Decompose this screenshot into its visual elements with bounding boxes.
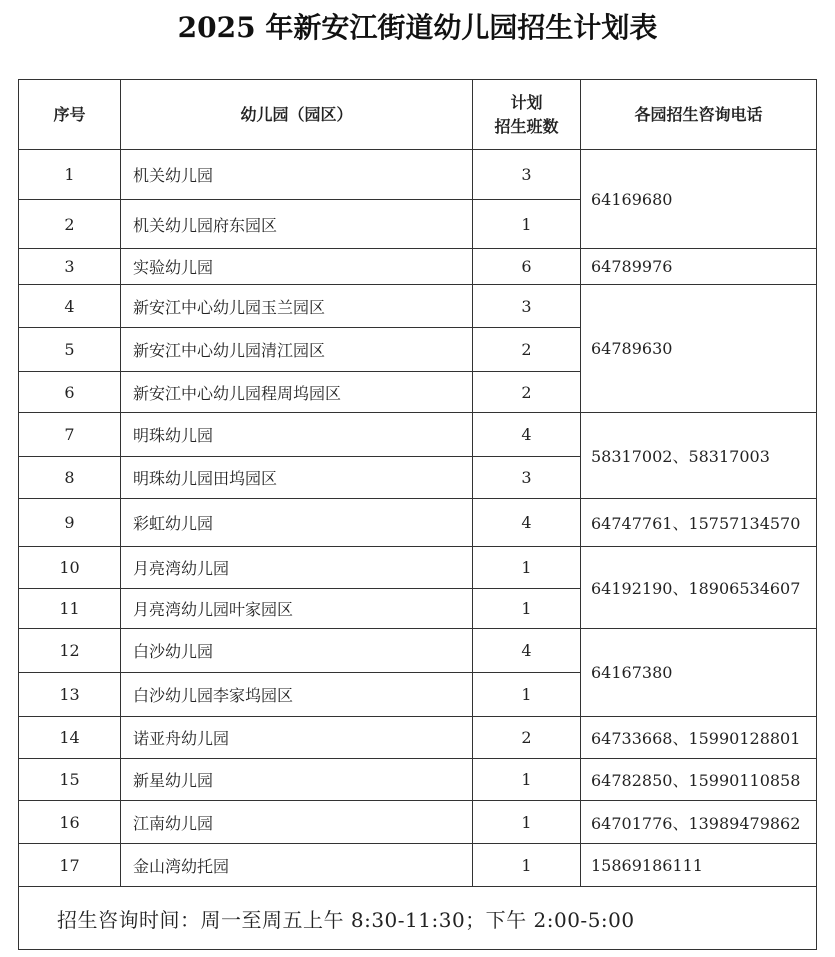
row-index: 3 [19,249,121,285]
row-phone: 64733668、15990128801 [581,717,817,759]
row-kindergarten: 月亮湾幼儿园叶家园区 [121,589,473,629]
row-index: 11 [19,589,121,629]
row-kindergarten: 月亮湾幼儿园 [121,547,473,589]
row-index: 6 [19,372,121,413]
header-phone: 各园招生咨询电话 [581,80,817,150]
row-kindergarten: 白沙幼儿园 [121,629,473,673]
row-kindergarten: 实验幼儿园 [121,249,473,285]
row-classes: 1 [473,801,581,844]
row-phone: 58317002、58317003 [581,413,817,499]
row-classes: 1 [473,200,581,249]
row-classes: 3 [473,285,581,328]
table-row [19,150,817,200]
row-index: 14 [19,717,121,759]
row-phone: 64789630 [581,285,817,413]
row-kindergarten: 机关幼儿园府东园区 [121,200,473,249]
row-kindergarten: 新安江中心幼儿园程周坞园区 [121,372,473,413]
consultation-hours: 招生咨询时间：周一至周五上午 8:30-11:30；下午 2:00-5:00 [19,887,817,950]
table-row [19,285,817,328]
row-index: 7 [19,413,121,457]
row-phone: 64747761、15757134570 [581,499,817,547]
row-classes: 4 [473,629,581,673]
row-kindergarten: 白沙幼儿园李家坞园区 [121,673,473,717]
row-classes: 3 [473,150,581,200]
row-index: 13 [19,673,121,717]
header-classes-line1: 计划 [510,92,543,112]
table-row [19,717,817,759]
row-phone: 64782850、15990110858 [581,759,817,801]
row-index: 5 [19,328,121,372]
row-phone: 64701776、13989479862 [581,801,817,844]
row-classes: 1 [473,589,581,629]
table-row [19,629,817,673]
table-row [19,413,817,457]
row-classes: 4 [473,499,581,547]
table-row [19,249,817,285]
row-kindergarten: 诺亚舟幼儿园 [121,717,473,759]
enrollment-plan-table [18,79,817,950]
table-row [19,759,817,801]
header-classes [473,80,581,150]
row-classes: 2 [473,372,581,413]
row-phone: 64789976 [581,249,817,285]
row-kindergarten: 明珠幼儿园 [121,413,473,457]
row-index: 9 [19,499,121,547]
row-kindergarten: 明珠幼儿园田坞园区 [121,457,473,499]
row-index: 4 [19,285,121,328]
row-classes: 2 [473,717,581,759]
row-index: 17 [19,844,121,887]
row-classes: 1 [473,844,581,887]
row-index: 16 [19,801,121,844]
row-kindergarten: 新星幼儿园 [121,759,473,801]
table-row [19,844,817,887]
row-classes: 1 [473,547,581,589]
row-index: 15 [19,759,121,801]
row-phone: 15869186111 [581,844,817,887]
header-classes-line2: 招生班数 [494,116,559,136]
table-row [19,801,817,844]
header-kindergarten: 幼儿园（园区） [121,80,473,150]
table-header-row [19,80,817,150]
row-kindergarten: 金山湾幼托园 [121,844,473,887]
row-kindergarten: 机关幼儿园 [121,150,473,200]
table-row [19,547,817,589]
row-index: 1 [19,150,121,200]
row-kindergarten: 新安江中心幼儿园清江园区 [121,328,473,372]
row-index: 8 [19,457,121,499]
row-kindergarten: 彩虹幼儿园 [121,499,473,547]
row-classes: 4 [473,413,581,457]
row-kindergarten: 江南幼儿园 [121,801,473,844]
row-classes: 1 [473,673,581,717]
row-phone: 64169680 [581,150,817,249]
header-index: 序号 [19,80,121,150]
footer-row [19,887,817,950]
table-row [19,499,817,547]
row-kindergarten: 新安江中心幼儿园玉兰园区 [121,285,473,328]
row-classes: 6 [473,249,581,285]
row-classes: 1 [473,759,581,801]
page-title: 2025 年新安江街道幼儿园招生计划表 [177,11,658,44]
row-classes: 3 [473,457,581,499]
row-phone: 64167380 [581,629,817,717]
row-index: 12 [19,629,121,673]
row-index: 2 [19,200,121,249]
row-index: 10 [19,547,121,589]
row-phone: 64192190、18906534607 [581,547,817,629]
row-classes: 2 [473,328,581,372]
